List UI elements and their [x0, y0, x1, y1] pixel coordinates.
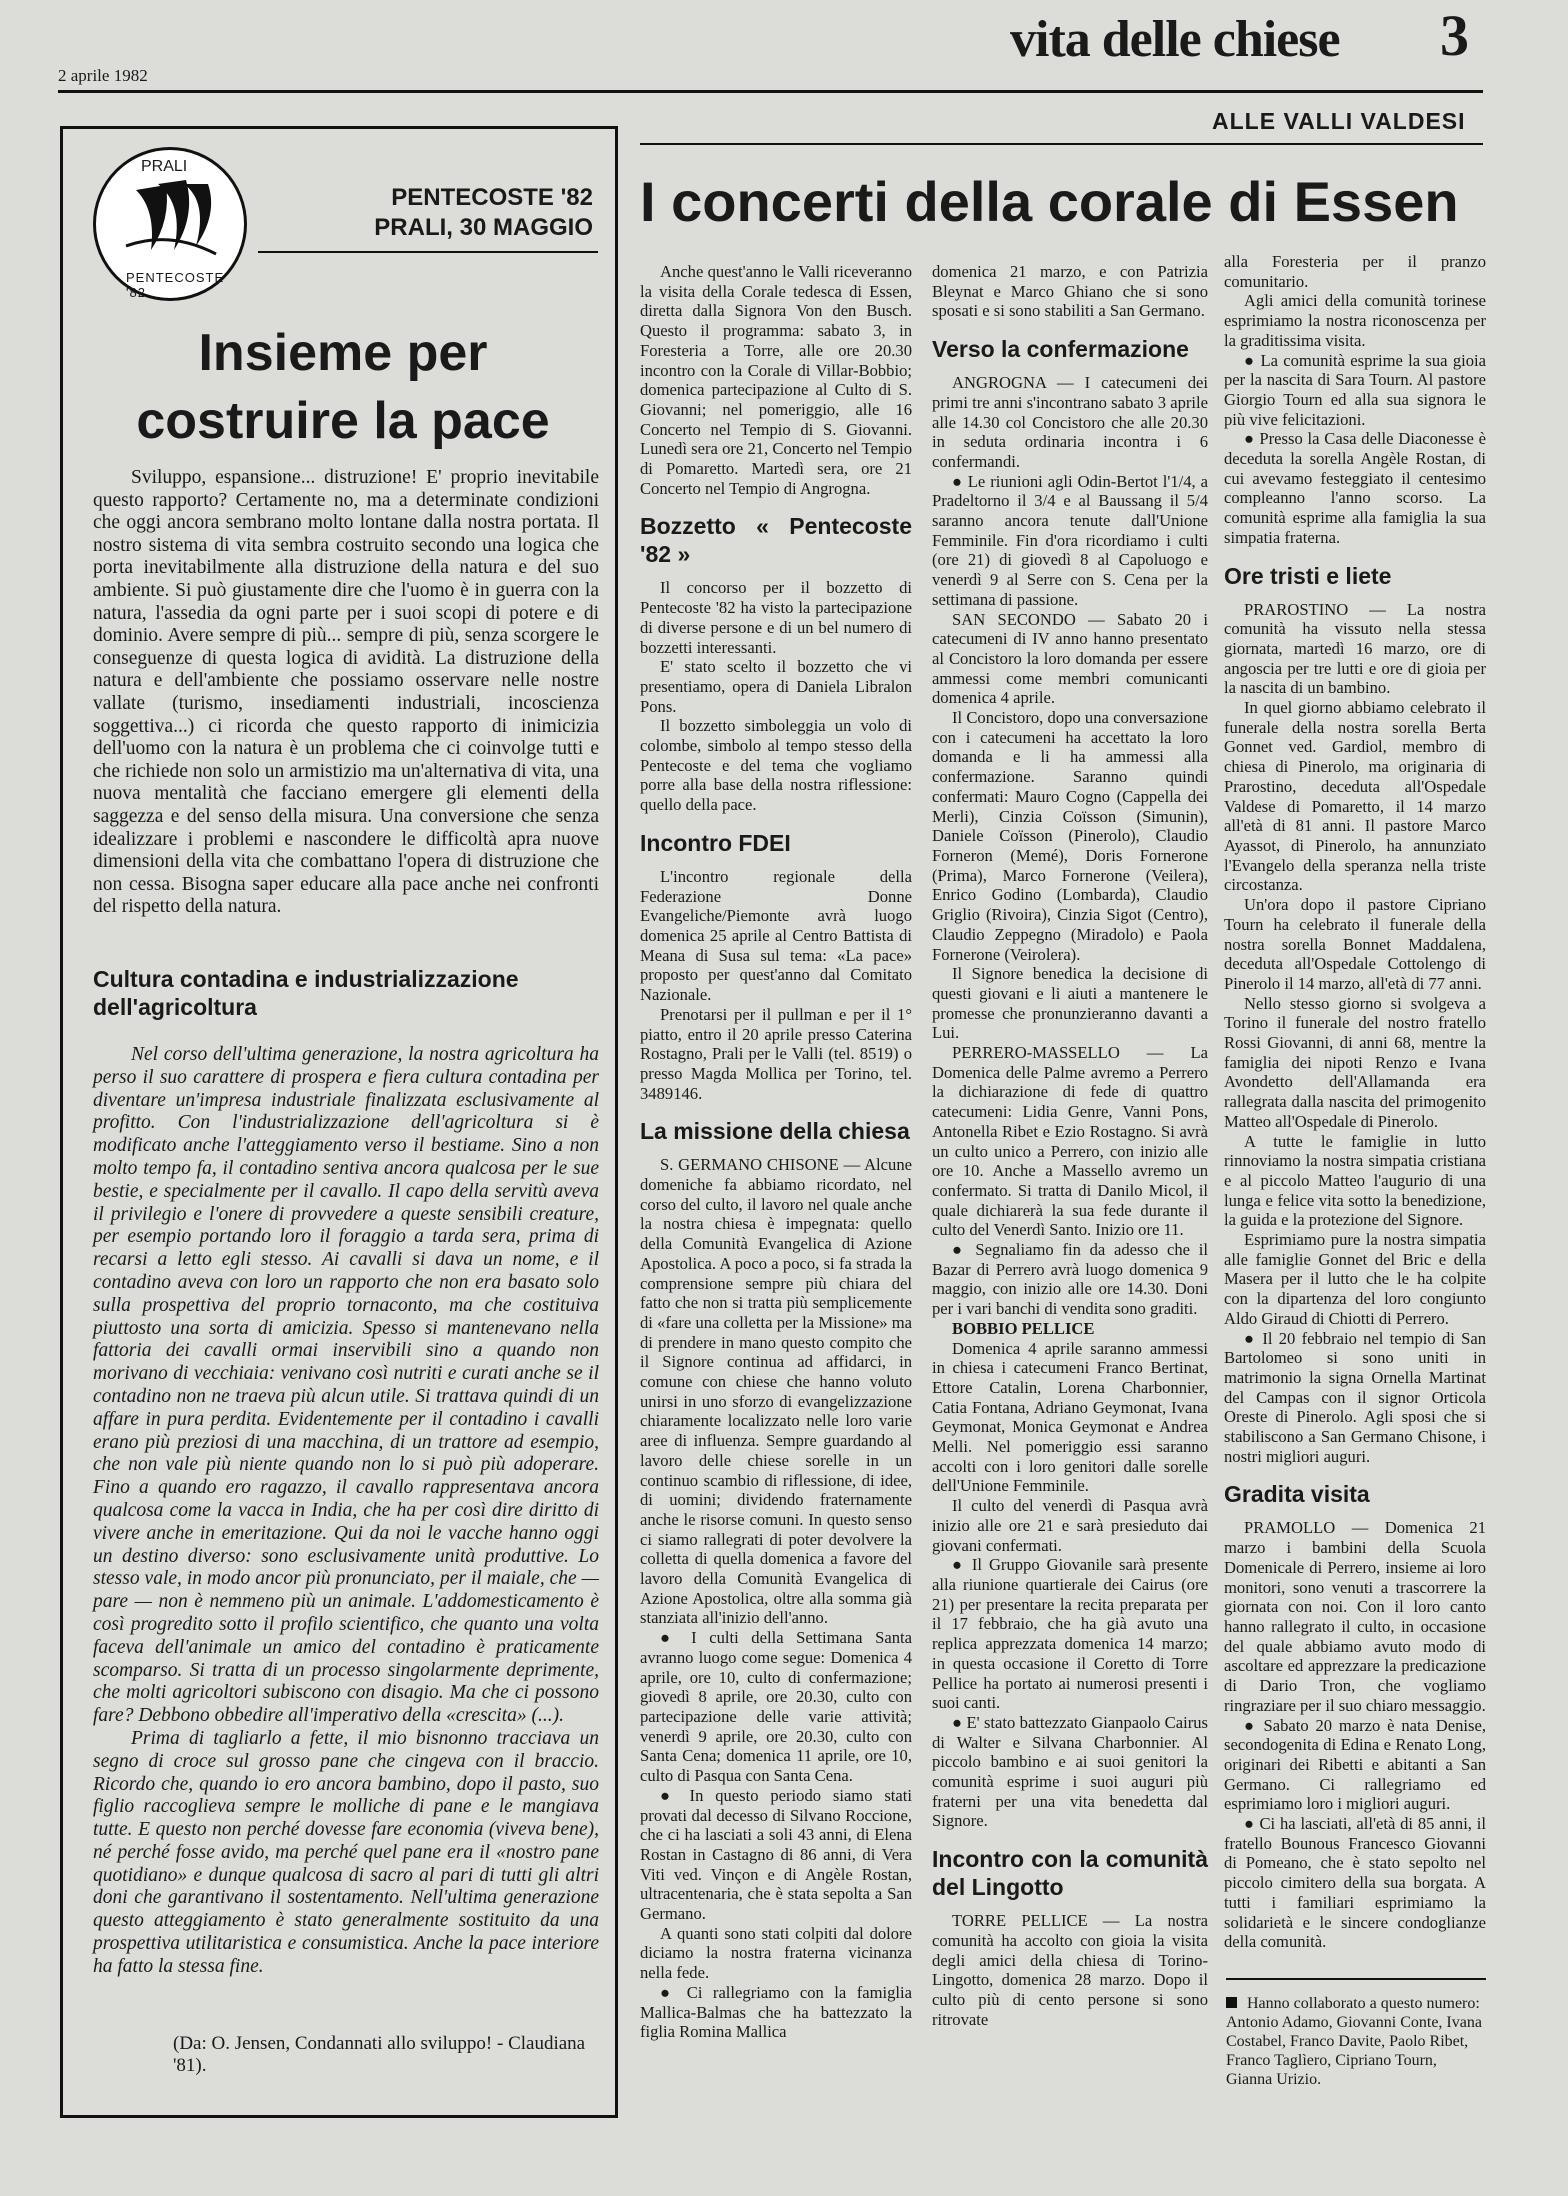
- pentecoste-logo: [93, 147, 247, 301]
- article-paragraph: ● Il 20 febbraio nel tempio di San Bartolomeo si sono uniti in matrimonio la signa Ornella Martinat del Campas con il signor Orticola Oreste di Pinerolo. Agli sposi che si stabiliscono a San Germano Chisone, i nostri migliori auguri.: [1224, 1328, 1486, 1466]
- box-source: (Da: O. Jensen, Condannati allo sviluppo! - Claudiana '81).: [173, 2033, 586, 2076]
- article-paragraph: In quel giorno abbiamo celebrato il funerale della nostra sorella Berta Gonnet ved. Gardiol, membro di chiesa di Pinerolo, ma originaria di Prarostino, deceduta all'Ospedale Valdese di Pomaretto, il 14 marzo all'età di 81 anni. Il pastore Marco Ayassot, di Pinerolo, ha annunziato l'Evangelo della speranza nella triste circostanza.: [1224, 698, 1486, 895]
- square-bullet-icon: [1226, 1997, 1237, 2008]
- article-paragraph: ● I culti della Settimana Santa avranno luogo come segue: Domenica 4 aprile, ore 10, culto di confermazione; giovedì 8 aprile, ore 20.30, culto con partecipazione delle varie attività; venerdì 9 aprile, ore 20.30, culto con Santa Cena; domenica 11 aprile, ore 10, culto di Pasqua con Santa Cena.: [640, 1628, 912, 1786]
- header-date: 2 aprile 1982: [58, 66, 148, 85]
- page-number: 3: [1440, 3, 1469, 68]
- article-paragraph: domenica 21 marzo, e con Patrizia Bleynat e Marco Ghiano che si sono sposati e si sono stabiliti a San Germano.: [932, 262, 1208, 321]
- article-paragraph: ● Presso la Casa delle Diaconesse è deceduta la sorella Angèle Rostan, di cui avevamo festeggiato il centesimo compleanno l'anno scorso. La comunità esprime alla famiglia la sua simpatia fraterna.: [1224, 429, 1486, 547]
- article-paragraph: TORRE PELLICE — La nostra comunità ha accolto con gioia la visita degli amici della chiesa di Torino-Lingotto, domenica 28 marzo. Dopo il culto più di cento persone si sono ritrovate: [932, 1911, 1208, 2029]
- section-heading: Ore tristi e liete: [1224, 562, 1392, 589]
- box-title: [83, 319, 603, 455]
- article-paragraph: Anche quest'anno le Valli riceveranno la visita della Corale tedesca di Essen, diretta dalla Signora Von den Busch. Questo il programma: sabato 3, in Foresteria a Torre, alle ore 20.30 incontro con la Corale di Villar-Bobbio; domenica partecipazione al Culto di S. Giovanni; nel pomeriggio, alle 16 Concerto nel Tempio di S. Giovanni. Lunedì sera ore 21, Concerto nel Tempio di Pomaretto. Martedì sera, ore 21 Concerto nel Tempio di Angrogna.: [640, 262, 912, 498]
- section-heading: Verso la confermazione: [932, 336, 1189, 363]
- header-rule: [58, 90, 1483, 93]
- italic-paragraph: Prima di tagliarlo a fette, il mio bisnonno tracciava un segno di croce sul grosso pane che cingeva con il braccio. Ricordo che, quando io ero ancora bambino, dopo il pasto, suo figlio raccoglieva sempre le molliche di pane e le mangiava tutte. E questo non perché dovesse fare economia (viveva bene), né perché fosse avido, ma perché quel pane era il «nostro pane quotidiano» e dunque qualcosa di sacro al pari di tutti gli altri doni che garantivano il sostentamento. Nell'ultima generazione questo atteggiamento è stato generalmente sostituito da una prospettiva utilitaristica e consumistica. Anche la pace interiore ha fatto la stessa fine.: [93, 1727, 599, 1977]
- article-paragraph: ● Ci ha lasciati, all'età di 85 anni, il fratello Bounous Francesco Giovanni di Pomeano, che è stato sepolto nel piccolo cimitero della sua borgata. A tutti i familiari esprimiamo la solidarietà e le sincere condoglianze della comunità.: [1224, 1814, 1486, 1952]
- article-paragraph: ● Ci rallegriamo con la famiglia Mallica-Balmas che ha battezzato la figlia Romina Mallica: [640, 1982, 912, 2042]
- article-paragraph: Il Concistoro, dopo una conversazione con i catecumeni ha accettato la loro domanda e li ha ammessi alla confermazione. Saranno quindi confermati: Mauro Cogno (Cappella dei Merli), Cinzia Coïsson (Simunin), Daniele Coïsson (Pinerolo), Claudio Forneron (Memé), Doris Fornerone (Prima), Marco Fornerone (Veilera), Enrico Godino (Lombarda), Claudio Griglio (Rivoira), Cinzia Sigot (Centro), Claudio Zeppegno (Miradolo) e Paola Fornerone (Veirolera).: [932, 708, 1208, 964]
- box-subhead: Cultura contadina e industrializzazione dell'agricoltura: [93, 966, 519, 1020]
- article-paragraph: Domenica 4 aprile saranno ammessi in chiesa i catecumeni Franco Bertinat, Ettore Catalin, Lorena Charbonnier, Catia Fontana, Adriano Geymonat, Ivana Geymonat, Monica Geymonat e Andrea Melli. Nel pomeriggio essi saranno accolti con i loro genitori dalle sorelle dell'Unione Femminile.: [932, 1338, 1208, 1496]
- article-paragraph: Il concorso per il bozzetto di Pentecoste '82 ha visto la partecipazione di diverse persone e di un bel numero di bozzetti interessanti.: [640, 578, 912, 657]
- section-title: vita delle chiese: [1010, 11, 1340, 68]
- event-line-1: PENTECOSTE '82: [391, 184, 593, 211]
- credit-box: [1226, 1994, 1486, 2089]
- article-paragraph: alla Foresteria per il pranzo comunitario.: [1224, 252, 1486, 291]
- article-paragraph: L'incontro regionale della Federazione Donne Evangeliche/Piemonte avrà luogo domenica 25 aprile al Centro Battista di Meana di Susa sul tema: «La pace» proposto per quest'anno dal Comitato Nazionale.: [640, 866, 912, 1005]
- article-paragraph: Nello stesso giorno si svolgeva a Torino il funerale del nostro fratello Rossi Giovanni, di anni 68, mentre la famiglia dei nipoti Renzo e Ivana Avondetto dell'Allamanda era rallegrata dalla nascita del primogenito Matteo all'Ospedale di Pinerolo.: [1224, 993, 1486, 1131]
- box-italic-text: [93, 1044, 599, 1979]
- article-paragraph: ● In questo periodo siamo stati provati dal decesso di Silvano Roccione, che ci ha lasciati a soli 43 anni, di Elena Rostan in Castagno di 86 anni, di Vera Viti ved. Vinçon e di Angèle Rostan, ultracentenaria, che è stata sepolta a San Germano.: [640, 1785, 912, 1924]
- article-paragraph: ● Sabato 20 marzo è nata Denise, secondogenita di Edina e Renato Long, originari dei Ribetti e abitanti a San Germano. Ci rallegriamo ed esprimiamo loro i migliori auguri.: [1224, 1715, 1486, 1814]
- section-heading: Gradita visita: [1224, 1481, 1370, 1508]
- credit-rule: [1226, 1978, 1486, 1980]
- article-paragraph: S. GERMANO CHISONE — Alcune domeniche fa abbiamo ricordato, nel corso del culto, il lavoro nel quale anche la nostra chiesa è impegnata: quello della Comunità Evangelica di Azione Apostolica. A poco a poco, si fa strada la comprensione sempre più chiara del fatto che non si tratta più semplicemente di «fare una colletta per la Missione» ma di prendere in mano questo compito che il Signore continua ad affidarci, in comune con chiese che hanno voluto unirsi in uno sforzo di evangelizzazione chiaramente localizzato nelle loro varie aree di influenza. Sempre guardando al lavoro delle chiese sorelle in un continuo scambio di riflessione, di idee, di uomini; dividendo fraternamente anche le risorse comuni. In questo senso ci siamo rallegrati di poter devolvere la colletta di quella domenica a favore del lavoro della Comunità Evangelica di Azione Apostolica, oltre alla somma già stanziata all'inizio dell'anno.: [640, 1155, 912, 1628]
- logo-top-text: PRALI: [141, 158, 188, 175]
- logo-bottom-text: PENTECOSTE '82: [126, 270, 225, 300]
- article-paragraph: Il Signore benedica la decisione di questi giovani e li aiuti a mantenere le promesse che pronunzieranno davanti a Lui.: [932, 964, 1208, 1043]
- article-paragraph: E' stato scelto il bozzetto che vi presentiamo, opera di Daniela Libralon Pons.: [640, 657, 912, 716]
- article-paragraph: ● La comunità esprime la sua gioia per la nascita di Sara Tourn. Al pastore Giorgio Tourn ed alla sua signora le più vive felicitazioni.: [1224, 350, 1486, 429]
- article-paragraph: ● Segnaliamo fin da adesso che il Bazar di Perrero avrà luogo domenica 9 maggio, con inizio alle ore 14.30. Doni per i vari banchi di vendita sono graditi.: [932, 1240, 1208, 1319]
- column-3: [1224, 252, 1486, 1952]
- article-paragraph: A tutte le famiglie in lutto rinnoviamo la nostra simpatia cristiana e al piccolo Matteo l'augurio di una lunga e felice vita sotto la benedizione, la guida e la protezione del Signore.: [1224, 1131, 1486, 1230]
- column-2: [932, 262, 1208, 2029]
- section-heading: Incontro FDEI: [640, 829, 791, 856]
- event-rule: [258, 251, 598, 253]
- box-lead: Sviluppo, espansione... distruzione! E' proprio inevitabile questo rapporto? Certamente no, ma a determinate condizioni che oggi ancora sembrano molto lontane dalla nostra portata. Il nostro sistema di vita sembra costruito secondo una logica che porta inevitabilmente alla distruzione della natura e del suo ambiente. Si può giustamente dire che l'uomo è in guerra con la natura, l'assedia da ogni parte per i suoi scopi di potere e di dominio. Avere sempre di più... sempre di più, senza scorgere le conseguenze di questa logica di avidità. La distruzione della natura e dell'ambiente che possiamo osservare nelle nostre vallate (turismo, insediamenti industriali, incoscienza soggettiva...) ci ricorda che questo rapporto di inimicizia dell'uomo con la natura è un problema che ci coinvolge tutti e che richiede non solo un armistizio ma un'alternativa di vita, una nuova mentalità che facciano emergere gli elementi della saggezza e del senso della misura. Una conversione che senza idealizzare i problemi e nascondere le difficoltà apra nuove dimensioni della vita che combattano l'opera di distruzione che non cessa. Bisogna saper educare alla pace anche nei confronti del rispetto della natura.: [93, 467, 599, 918]
- article-paragraph: Agli amici della comunità torinese esprimiamo la nostra riconoscenza per la graditissima visita.: [1224, 291, 1486, 350]
- article-paragraph: Un'ora dopo il pastore Cipriano Tourn ha celebrato il funerale della nostra sorella Bonnet Maddalena, deceduta all'Ospedale Cottolengo di Pinerolo il 14 marzo, all'età di 77 anni.: [1224, 895, 1486, 993]
- credit-text: Hanno collaborato a questo numero: Antonio Adamo, Giovanni Conte, Ivana Costabel, Franco Davite, Paolo Ribet, Franco Taglìero, Cipriano Tourn, Gianna Urizio.: [1226, 1995, 1482, 2088]
- italic-paragraph: Nel corso dell'ultima generazione, la nostra agricoltura ha perso il suo carattere di prospera e fiera cultura contadina per diventare un'impresa industriale finalizzata esclusivamente al profitto. Con l'industrializzazione dell'agricoltura si è modificato anche l'atteggiamento verso il bestiame. Sino a non molto tempo fa, il contadino sentiva ancora qualcosa per le sue bestie, e specialmente per il cavallo. Il capo della servitù aveva il privilegio e l'onere di provvedere a queste sensibili creature, per esempio portando loro il foraggio a tarda sera, prima di recarsi a letto egli stesso. Ai cavalli si dava un nome, e il contadino aveva con loro un rapporto che non era basato solo sulla prospettiva del proprio tornaconto, ma che costituiva piuttosto una sorta di amicizia. Spesso si mantenevano nella fattoria dei cavalli ormai inservibili sino a quando non morivano di vecchiaia: venivano così nutriti e curati anche se il contadino non ne traeva più alcun utile. Si trattava quindi di un affare in pura perdita. Evidentemente per il contadino i cavalli erano più preziosi di una macchina, di un trattore ad esempio, che non vale più niente quando non lo si può più adoperare. Fino a quando ero ragazzo, il cavallo rappresentava ancora qualcosa come la vacca in India, che ha per così dire diritto di vivere anche in emeritazione. Qui da noi le vacche hanno oggi un destino diverso: sono esclusivamente unità produttive. Lo stesso vale, in modo ancor più pronunciato, per il maiale, che — pare — non è nemmeno più un animale. L'addomesticamento è così progredito sotto il profilo scientifico, che quanto una volta faceva dell'animale un amico del contadino è praticamente scomparso. Si tratta di un processo singolarmente deprimente, che molti agricoltori subiscono con disagio. Ma che ci possono fare? Debbono obbedire all'imperativo della «crescita» (...).: [93, 1044, 599, 1727]
- article-paragraph: Esprimiamo pure la nostra simpatia alle famiglie Gonnet del Bric e della Masera per il lutto che le ha colpite con la dipartenza del loro congiunto Aldo Giraud di Chiotti di Perrero.: [1224, 1230, 1486, 1328]
- kicker-rule: [640, 143, 1483, 145]
- article-paragraph: PERRERO-MASSELLO — La Domenica delle Palme avremo a Perrero la dichiarazione di fede di quattro catecumeni: Lidia Genre, Vanni Pons, Antonella Ribet e Ezio Rostagno. Si avrà un culto unico a Perrero, con inizio alle ore 10. Anche a Massello avremo un confermato. Si tratta di Danilo Micol, il quale dichiarerà la sua fede durante il culto del Venerdì Santo. Inizio ore 11.: [932, 1043, 1208, 1240]
- article-paragraph: Il bozzetto simboleggia un volo di colombe, simbolo al tempo stesso della Pentecoste e del tema che vogliamo porre alla base della nostra riflessione: quello della pace.: [640, 716, 912, 815]
- section-heading: La missione della chiesa: [640, 1118, 910, 1145]
- headline: I concerti della corale di Essen: [640, 170, 1459, 233]
- article-paragraph: SAN SECONDO — Sabato 20 i catecumeni di IV anno hanno presentato al Concistoro la loro domanda per essere ammessi come membri comunicanti domenica 4 aprile.: [932, 609, 1208, 708]
- box-title-line-1: Insieme per: [198, 324, 488, 382]
- section-heading: Incontro con la comunità del Lingotto: [932, 1846, 1208, 1901]
- section-heading: Bozzetto « Pentecoste '82 »: [640, 513, 912, 568]
- article-paragraph: PRAMOLLO — Domenica 21 marzo i bambini della Scuola Domenicale di Perrero, insieme ai loro monitori, sono venuti a trascorrere la giornata con noi. Con il loro canto hanno rallegrato il culto, in occasione del quale abbiamo avuto modo di ascoltare ed apprezzare la predicazione di Dario Tron, che vogliamo ringraziare per il suo chiaro messaggio.: [1224, 1518, 1486, 1715]
- article-paragraph: PRAROSTINO — La nostra comunità ha vissuto nella stessa giornata, martedì 16 marzo, ore di angoscia per tre lutti e ore di gioia per la nascita di un bambino.: [1224, 599, 1486, 698]
- article-paragraph: A quanti sono stati colpiti dal dolore diciamo la nostra fraterna vicinanza nella fede.: [640, 1923, 912, 1983]
- event-line-2: PRALI, 30 MAGGIO: [374, 214, 593, 241]
- box-title-line-2: costruire la pace: [136, 392, 550, 450]
- article-paragraph: Prenotarsi per il pullman e per il 1° piatto, entro il 20 aprile presso Caterina Rostagno, Prali per le Valli (tel. 8519) o presso Magda Mollica per Torino, tel. 3489146.: [640, 1004, 912, 1103]
- article-paragraph: ANGROGNA — I catecumeni dei primi tre anni s'incontrano sabato 3 aprile alle 14.30 col Concistoro che alle 20.30 in seduta ordinaria incontra i 6 confermandi.: [932, 373, 1208, 471]
- event-info: [263, 183, 593, 243]
- article-paragraph: ● E' stato battezzato Gianpaolo Cairus di Walter e Silvana Charbonnier. Al piccolo bambino e ai suoi genitori la comunità esprime i suoi auguri più fraterni per una vita benedetta dal Signore.: [932, 1712, 1208, 1831]
- pentecoste-box: [60, 126, 618, 2118]
- article-paragraph: ● Il Gruppo Giovanile sarà presente alla riunione quartierale dei Cairus (ore 21) per presentare la recita preparata per il 17 febbraio, che ha già avuto una replica apprezzata domenica 14 marzo; in questa occasione il Coretto di Torre Pellice ha portato ai numerosi presenti i suoi canti.: [932, 1555, 1208, 1713]
- column-1: [640, 262, 912, 2042]
- article-paragraph: Il culto del venerdì di Pasqua avrà inizio alle ore 21 e sarà presieduto dai giovani confermati.: [932, 1496, 1208, 1555]
- kicker: ALLE VALLI VALDESI: [1212, 108, 1466, 134]
- article-subhead: BOBBIO PELLICE: [952, 1318, 1095, 1338]
- article-paragraph: ● Le riunioni agli Odin-Bertot l'1/4, a Pradeltorno il 3/4 e al Baussang il 5/4 saranno ancora tenute dall'Unione Femminile. Fin d'ora ricordiamo i culti (ore 21) di giovedì 8 al Capoluogo e venerdì 9 al Serre con S. Cena per la settimana di passione.: [932, 471, 1208, 609]
